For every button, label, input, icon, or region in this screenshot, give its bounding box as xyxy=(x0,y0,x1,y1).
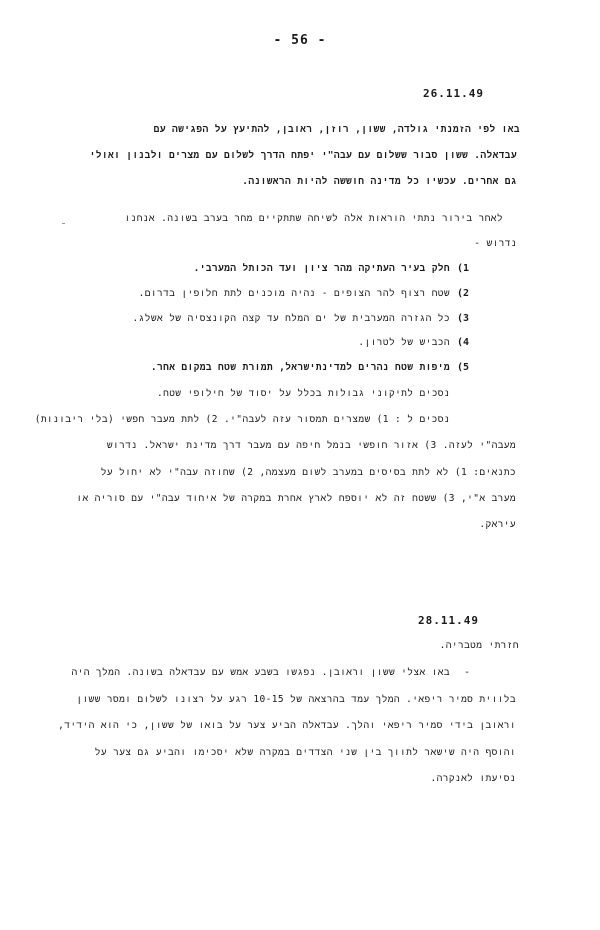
paragraph-line: לאחר בירור נתתי הוראות אלה לשיחה שתתקיים מחר בערב בשונה. אנחנו xyxy=(124,213,503,224)
paragraph-line: עבדאלה. ששון סבור ששלום עם עבה"י יפתח הדרך לשלום עם מצרים ולבנון ואולי xyxy=(89,150,517,161)
paragraph-line: והוסף היה שישאר לתווך בין שני הצדדים במקרה שלא יסכימו והביע גם צער על xyxy=(94,747,516,758)
paragraph-line: נסיעתו לאנקרה. xyxy=(430,773,516,784)
paragraph-line: וראובן בידי סמיר ריפאי והלך. עבדאלה הביע צער על בואו של ששון, כי הוא הידיד, xyxy=(58,720,516,731)
paragraph-line: נדרוש - xyxy=(474,238,517,249)
dash-marker: - xyxy=(464,667,471,678)
paragraph-line: באו אצלי ששון וראובן. נפגשו בשבע אמש עם עבדאלה בשונה. המלך היה xyxy=(71,667,450,678)
page-number: - 56 - xyxy=(273,33,327,48)
paragraph-line: נסכים לתיקוני גבולות בכלל על יסוד של חילופי שטח. xyxy=(156,388,450,399)
list-item: חלק בעיר העתיקה מהר ציון ועד הכותל המערבי. xyxy=(193,263,450,274)
speck xyxy=(62,223,65,224)
list-item: מיפות שטח נהרים למדינתישראל, תמורת שטח במקום אחר. xyxy=(150,362,450,373)
entry-date-2: 28.11.49 xyxy=(418,614,479,627)
list-item: הכביש של לטרון. xyxy=(358,337,450,348)
paragraph-line: כתנאים: 1) לא לתת בסיסים במערב לשום מעצמה, 2) שחוזה עבה"י לא יחול על xyxy=(100,467,516,478)
list-number: 3) xyxy=(456,313,470,324)
paragraph-line: עיראק. xyxy=(479,519,516,530)
list-number: 1) xyxy=(456,263,470,274)
paragraph-line: נסכים ל : 1) שמצרים תמסור עזה לעבה"י. 2) לתת מעבר חפשי (בלי ריבונות) xyxy=(34,414,450,425)
list-number: 4) xyxy=(456,337,470,348)
paragraph-line: גם אחרים. עכשיו כל מדינה חוששה להיות הראשונה. xyxy=(242,176,517,187)
list-number: 2) xyxy=(456,288,470,299)
list-number: 5) xyxy=(456,362,470,373)
paragraph-line: בלווית סמיר ריפאי. המלך עמד בהרצאה של 10-15 רגע על רצונו לשלום ומסר ששון xyxy=(76,694,516,705)
section-heading: חזרתי מטבריה. xyxy=(439,640,519,651)
entry-date-1: 26.11.49 xyxy=(423,87,484,100)
list-item: כל הגזרה המערבית של ים המלח עד קצה הקונצסיה של אשלג. xyxy=(132,313,450,324)
paragraph-line: באו לפי הזמנתי גולדה, ששון, רוזן, ראובן, להתיעץ על הפגישה עם xyxy=(153,124,520,135)
paragraph-line: מעבה"י לעזה. 3) אזור חופשי בנמל חיפה עם מעבר דרך מדינת ישראל. נדרוש xyxy=(106,440,516,451)
paragraph-line: מערב א"י, 3) ששטח זה לא יוספח לארץ אחרת במקרה של איחוד עבה"י עם סוריה או xyxy=(76,493,516,504)
list-item: שטח רצוף להר הצופים - נהיה מוכנים לתת חלופין בדרום. xyxy=(138,288,450,299)
